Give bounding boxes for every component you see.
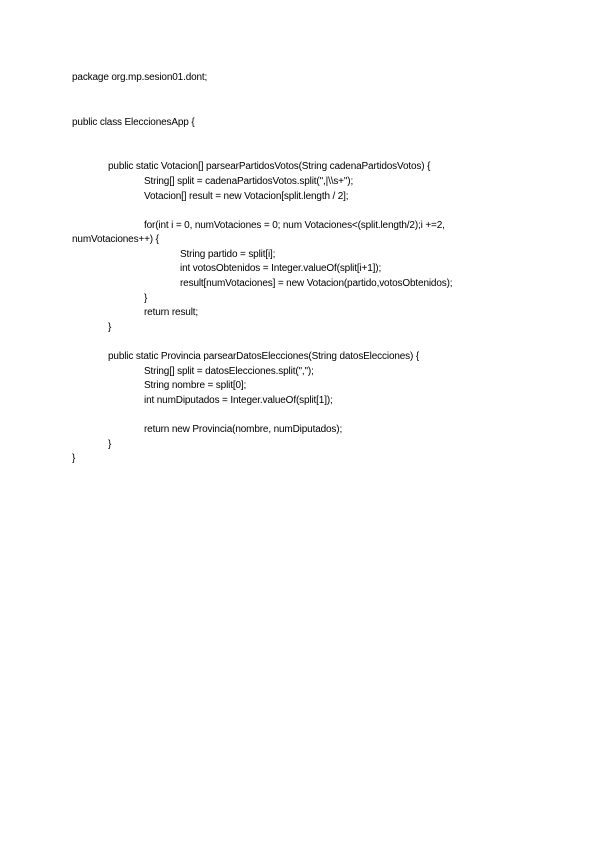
code-line-nombre: String nombre = split[0]; [144, 380, 247, 391]
closing-brace-method-2: } [108, 439, 112, 450]
code-line-for-loop-wrap: numVotaciones++) { [72, 234, 159, 245]
code-line-for-loop: for(int i = 0, numVotaciones = 0; num Votaciones<(split.length/2);i +=2, [144, 220, 445, 231]
code-line-return-provincia: return new Provincia(nombre, numDiputados); [144, 424, 343, 435]
code-line-votos-obtenidos: int votosObtenidos = Integer.valueOf(split[i+1]); [180, 263, 382, 274]
code-line-split: String[] split = cadenaPartidosVotos.split(",|\\s+"); [144, 176, 354, 187]
code-line-return-result: return result; [144, 307, 199, 318]
closing-brace-method-1: } [108, 322, 112, 333]
code-line-partido: String partido = split[i]; [180, 249, 276, 260]
closing-brace-for: } [144, 293, 148, 304]
code-line-num-diputados: int numDiputados = Integer.valueOf(split[1]); [144, 395, 333, 406]
class-declaration: public class EleccionesApp { [72, 117, 195, 128]
code-line-result-assign: result[numVotaciones] = new Votacion(partido,votosObtenidos); [180, 278, 453, 289]
package-declaration: package org.mp.sesion01.dont; [72, 72, 208, 83]
closing-brace-class: } [72, 453, 76, 464]
code-line-result-array: Votacion[] result = new Votacion[split.length / 2]; [144, 191, 349, 202]
code-line-split-datos: String[] split = datosElecciones.split(","); [144, 366, 314, 377]
method-signature-parsear-datos-elecciones: public static Provincia parsearDatosElecciones(String datosElecciones) { [108, 351, 420, 362]
method-signature-parsear-partidos-votos: public static Votacion[] parsearPartidosVotos(String cadenaPartidosVotos) { [108, 161, 431, 172]
